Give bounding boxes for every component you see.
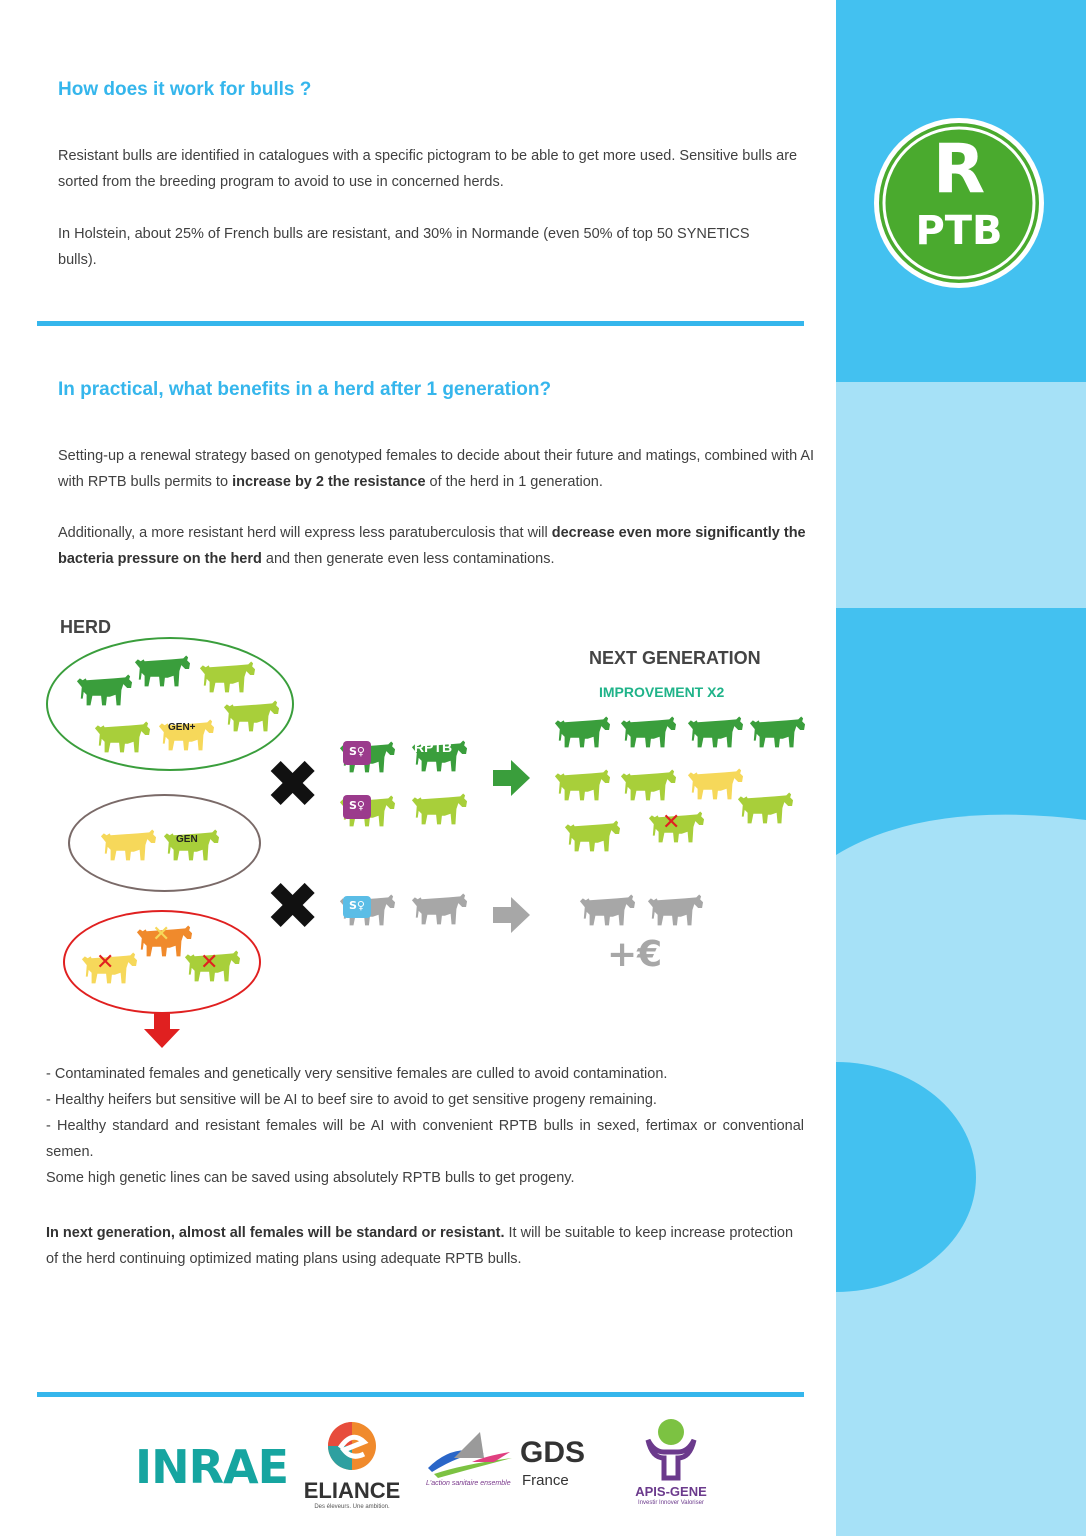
mating-cross-icon: ✖ (265, 746, 321, 823)
cow-icon (646, 889, 704, 929)
apis-gene-logo: APIS-GENE Investir Innover Valoriser (624, 1418, 718, 1514)
red-down-arrow-icon (143, 1013, 181, 1054)
divider-2 (37, 1392, 804, 1397)
inrae-logo: INRAE (135, 1440, 289, 1494)
next-generation-label: NEXT GENERATION (589, 648, 761, 668)
bullet-4: Some high genetic lines can be saved using absolutely RPTB bulls to get progeny. (46, 1170, 575, 1186)
cull-cross-icon: ✕ (152, 922, 171, 947)
cow-icon (563, 815, 621, 855)
sexed-semen-badge: S♀ (343, 741, 371, 765)
section1-heading: How does it work for bulls ? (58, 79, 312, 100)
cow-icon (553, 764, 611, 804)
section2-paragraph-1: Setting-up a renewal strategy based on genotyped females to decide about their future and matings, combined with AI with RPTB bulls permits to increase by 2 the resistance of the herd in 1 generation. (58, 448, 815, 490)
section1-paragraph-1: Resistant bulls are identified in catalogues with a specific pictogram to be able to get more used. Sensitive bulls are sorted from the breeding program to avoid to use in concerned herds. (58, 148, 798, 190)
cow-icon (133, 650, 191, 690)
cow-icon (748, 711, 806, 751)
cow-icon (410, 888, 468, 928)
badge-letter: R (932, 130, 986, 209)
gen-tag: GEN (176, 834, 198, 845)
section1-paragraph-2: In Holstein, about 25% of French bulls are resistant, and 30% in Normande (even 50% of top 50 SYNETICS bulls). (58, 226, 750, 268)
sexed-semen-badge: S♀ (343, 896, 371, 918)
section2-heading: In practical, what benefits in a herd after 1 generation? (58, 379, 552, 400)
section2-paragraph-2: Additionally, a more resistant herd will express less paratuberculosis that will decrease even more significantly the bacteria pressure on the herd and then generate even less contaminations. (58, 525, 806, 567)
cow-icon (736, 787, 794, 827)
apis-gene-emblem-icon (624, 1418, 718, 1484)
cow-icon (75, 669, 133, 709)
eliance-logo: ELIANCE Des éleveurs. Une ambition. (300, 1420, 404, 1520)
bullet-2: - Healthy heifers but sensitive will be AI to beef sire to avoid to get sensitive progeny remaining. (46, 1092, 657, 1108)
euro-gain-label: +€ (607, 934, 663, 975)
sexed-semen-badge: S♀ (343, 795, 371, 819)
badge-text: PTB (915, 208, 1003, 254)
improvement-label: IMPROVEMENT X2 (599, 684, 725, 700)
conclusion-paragraph: In next generation, almost all females will be standard or resistant. It will be suitable to keep increase protection of the herd continuing optimized mating plans using adequate RPTB bulls. (46, 1225, 794, 1267)
cow-icon (157, 714, 215, 754)
herd-label: HERD (60, 617, 112, 637)
cull-cross-icon: ✕ (96, 950, 115, 975)
gds-emblem-icon (424, 1428, 514, 1478)
cow-icon (553, 711, 611, 751)
cow-icon (619, 711, 677, 751)
gds-france-logo: GDS France L'action sanitaire ensemble (424, 1428, 606, 1498)
rptb-badge (873, 117, 1045, 289)
divider-1 (37, 321, 804, 326)
grey-arrow-icon (493, 897, 531, 938)
mating-cross-icon: ✖ (265, 868, 321, 945)
cow-icon (99, 824, 157, 864)
rptb-tag: RPTB (414, 739, 453, 755)
cow-icon (198, 656, 256, 696)
cow-icon (578, 889, 636, 929)
cow-icon (410, 788, 468, 828)
cull-cross-icon: ✕ (200, 950, 219, 975)
cow-icon (686, 711, 744, 751)
decorative-sidebar (836, 0, 1086, 1536)
green-arrow-icon (493, 760, 531, 801)
cow-icon (619, 764, 677, 804)
cull-cross-icon: ✕ (662, 810, 681, 835)
eliance-emblem-icon (300, 1420, 404, 1480)
gen-plus-tag: GEN+ (168, 722, 196, 733)
bullet-3: - Healthy standard and resistant females will be AI with convenient RPTB bulls in sexed, fertimax or conventional semen. (46, 1118, 804, 1160)
cow-icon (93, 716, 151, 756)
bullet-1: - Contaminated females and genetically very sensitive females are culled to avoid contamination. (46, 1066, 668, 1082)
cow-icon (222, 695, 280, 735)
